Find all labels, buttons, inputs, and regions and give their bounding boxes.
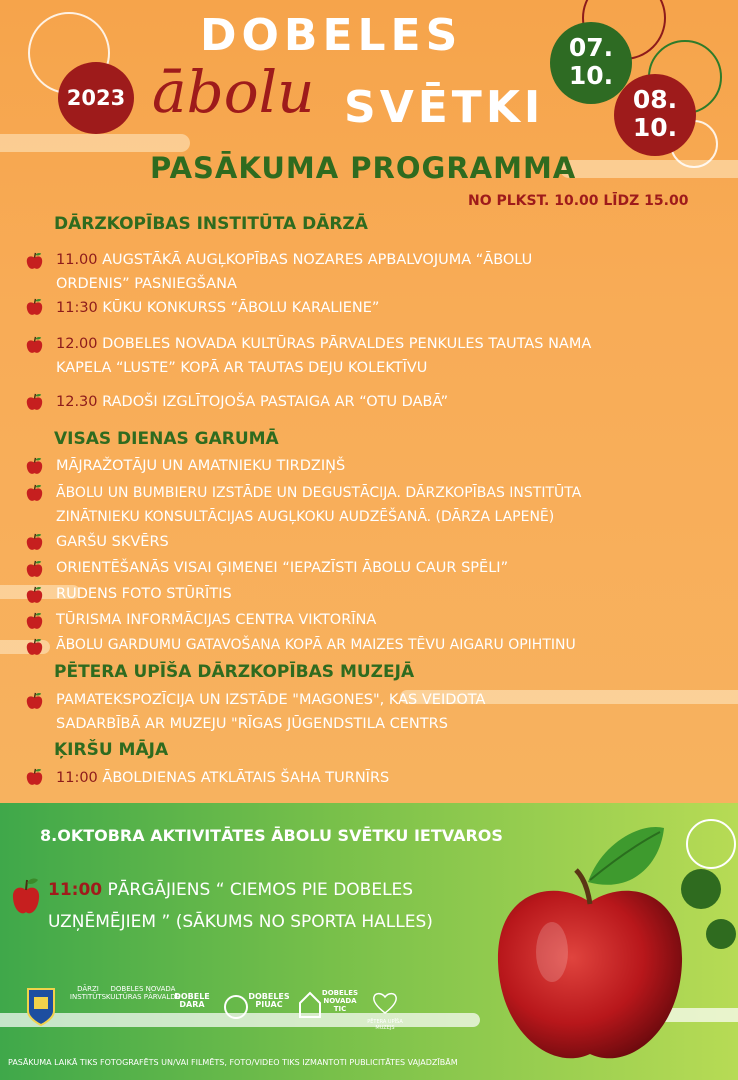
item-text: ORDENIS” PASNIEGŠANA [56, 276, 237, 292]
logo-caption: DĀRZI INSTITŪTS [69, 985, 107, 1001]
item-text: DOBELES NOVADA KULTŪRAS PĀRVALDES PENKULES TAUTAS NAMA [102, 336, 592, 352]
item-text: ĀBOLDIENAS ATKLĀTAIS ŠAHA TURNĪRS [102, 770, 390, 786]
title-dobeles: DOBELES [200, 10, 463, 61]
apple-icon [25, 612, 44, 631]
list-item [56, 390, 720, 414]
apple-icon [25, 533, 44, 552]
date-day: 08. [632, 85, 678, 114]
logo-caption: DOBELES NOVADA TIC [321, 989, 359, 1013]
apple-icon [25, 560, 44, 579]
item-text: ORIENTĒŠANĀS VISAI ĢIMENEI “IEPAZĪSTI ĀBOLU CAUR SPĒLI” [56, 560, 509, 576]
title-abolu-script: ābolu [152, 58, 315, 126]
apple-illustration [492, 822, 688, 1070]
apple-icon [25, 586, 44, 605]
apple-icon [25, 393, 44, 412]
item-text: RUDENS FOTO STŪRĪTIS [56, 586, 232, 602]
list-item [56, 633, 720, 657]
item-text: TŪRISMA INFORMĀCIJAS CENTRA VIKTORĪNA [56, 612, 377, 628]
item-time: 11:30 [56, 300, 98, 316]
apple-icon [25, 484, 44, 503]
piuac-logo-icon [224, 995, 248, 1019]
item-time: 12.00 [56, 336, 98, 352]
logo-dobele-dara [170, 993, 214, 1009]
item-text: ĀBOLU GARDUMU GATAVOŠANA KOPĀ AR MAIZES TĒVU AIGARU OPIHTINU [56, 637, 576, 653]
date-day: 07. [568, 33, 614, 62]
item-text: KŪKU KONKURSS “ĀBOLU KARALIENE” [102, 300, 380, 316]
partner-logos [24, 985, 404, 1033]
list-item [56, 556, 720, 580]
title-svetki: SVĒTKI [344, 82, 545, 133]
list-item [56, 332, 720, 380]
year-badge: 2023 [58, 62, 134, 134]
list-item [56, 296, 720, 320]
item-text: ZINĀTNIEKU KONSULTĀCIJAS AUGĻKOKU AUDZĒŠANĀ. (DĀRZA LAPENĒ) [56, 509, 555, 525]
heart-icon [372, 991, 398, 1015]
list-item [56, 248, 720, 296]
logo-caption: PĒTERA UPĪŠA MUZEJS [367, 1019, 403, 1031]
footer-note: PASĀKUMA LAIKĀ TIKS FOTOGRAFĒTS UN/VAI FILMĒTS, FOTO/VIDEO TIKS IZMANTOTI PUBLICITĀTES VAJADZĪBĀM [8, 1058, 458, 1067]
october8-title: 8.OKTOBRA AKTIVITĀTES ĀBOLU SVĒTKU IETVAROS [40, 826, 503, 845]
section-title-garden: DĀRZKOPĪBAS INSTITŪTA DĀRZĀ [54, 214, 368, 234]
item-time: 11.00 [56, 252, 98, 268]
list-item [56, 582, 720, 606]
apple-icon [10, 876, 42, 918]
decor-stripe [560, 160, 738, 178]
apple-icon [25, 638, 44, 657]
item-time: 11:00 [48, 880, 103, 900]
logo-caption: DOBELES NOVADA KULTŪRAS PĀRVALDE [105, 985, 181, 1001]
item-text: MĀJRAŽOTĀJU UN AMATNIEKU TIRDZIŅŠ [56, 458, 346, 474]
logo-caption: DOBELE DARA [174, 992, 210, 1009]
list-item [56, 454, 720, 478]
apple-icon [25, 457, 44, 476]
section-title-kirsu-maja: ĶIRŠU MĀJA [54, 740, 169, 760]
date-month: 10. [632, 113, 678, 142]
item-text: RADOŠI IZGLĪTOJOŠA PASTAIGA AR “OTU DABĀ” [102, 394, 449, 410]
item-time: 12.30 [56, 394, 98, 410]
section-title-all-day: VISAS DIENAS GARUMĀ [54, 429, 279, 449]
item-text: SADARBĪBĀ AR MUZEJU "RĪGAS JŪGENDSTILA CENTRS [56, 716, 448, 732]
item-text: UZŅĒMĒJIEM ” (SĀKUMS NO SPORTA HALLES) [48, 912, 433, 932]
item-text: PĀRGĀJIENS “ CIEMOS PIE DOBELES [107, 880, 414, 900]
program-title: PASĀKUMA PROGRAMMA [150, 151, 577, 185]
item-text: ĀBOLU UN BUMBIERU IZSTĀDE UN DEGUSTĀCIJA. DĀRZKOPĪBAS INSTITŪTA [56, 485, 582, 501]
apple-icon [25, 252, 44, 271]
item-text: AUGSTĀKĀ AUGĻKOPĪBAS NOZARES APBALVOJUMA “ĀBOLU [102, 252, 533, 268]
decor-stripe [0, 134, 190, 152]
october8-item [48, 874, 518, 938]
list-item [56, 766, 720, 790]
time-range: NO PLKST. 10.00 LĪDZ 15.00 [468, 193, 689, 209]
apple-icon [25, 768, 44, 787]
item-text: PAMATEKSPOZĪCIJA UN IZSTĀDE "MAGONES", KAS VEIDOTA [56, 692, 486, 708]
section-title-museum: PĒTERA UPĪŠA DĀRZKOPĪBAS MUZEJĀ [54, 662, 415, 682]
logo-peterа-upisa-muzejs [360, 1019, 410, 1031]
apple-icon [25, 336, 44, 355]
item-text: GARŠU SKVĒRS [56, 534, 169, 550]
list-item [56, 688, 720, 736]
decor-dot [706, 919, 736, 949]
apple-icon [25, 692, 44, 711]
logo-darzkopibas-institucija [68, 985, 108, 1001]
logo-caption: DOBELES PIUAC [248, 992, 290, 1009]
logo-dobeles-piuac [248, 993, 290, 1009]
item-text: KAPELA “LUSTE” KOPĀ AR TAUTAS DEJU KOLEKTĪVU [56, 360, 428, 376]
house-icon [298, 991, 322, 1019]
list-item [56, 608, 720, 632]
list-item [56, 481, 720, 529]
coat-of-arms-icon [26, 987, 56, 1027]
logo-kulturas-parvalde [105, 985, 181, 1001]
apple-icon [25, 298, 44, 317]
date-month: 10. [568, 61, 614, 90]
decor-ring [686, 819, 736, 869]
list-item [56, 530, 720, 554]
logo-dobeles-tic [322, 989, 358, 1013]
date-badge-08 [614, 74, 696, 156]
item-time: 11:00 [56, 770, 98, 786]
